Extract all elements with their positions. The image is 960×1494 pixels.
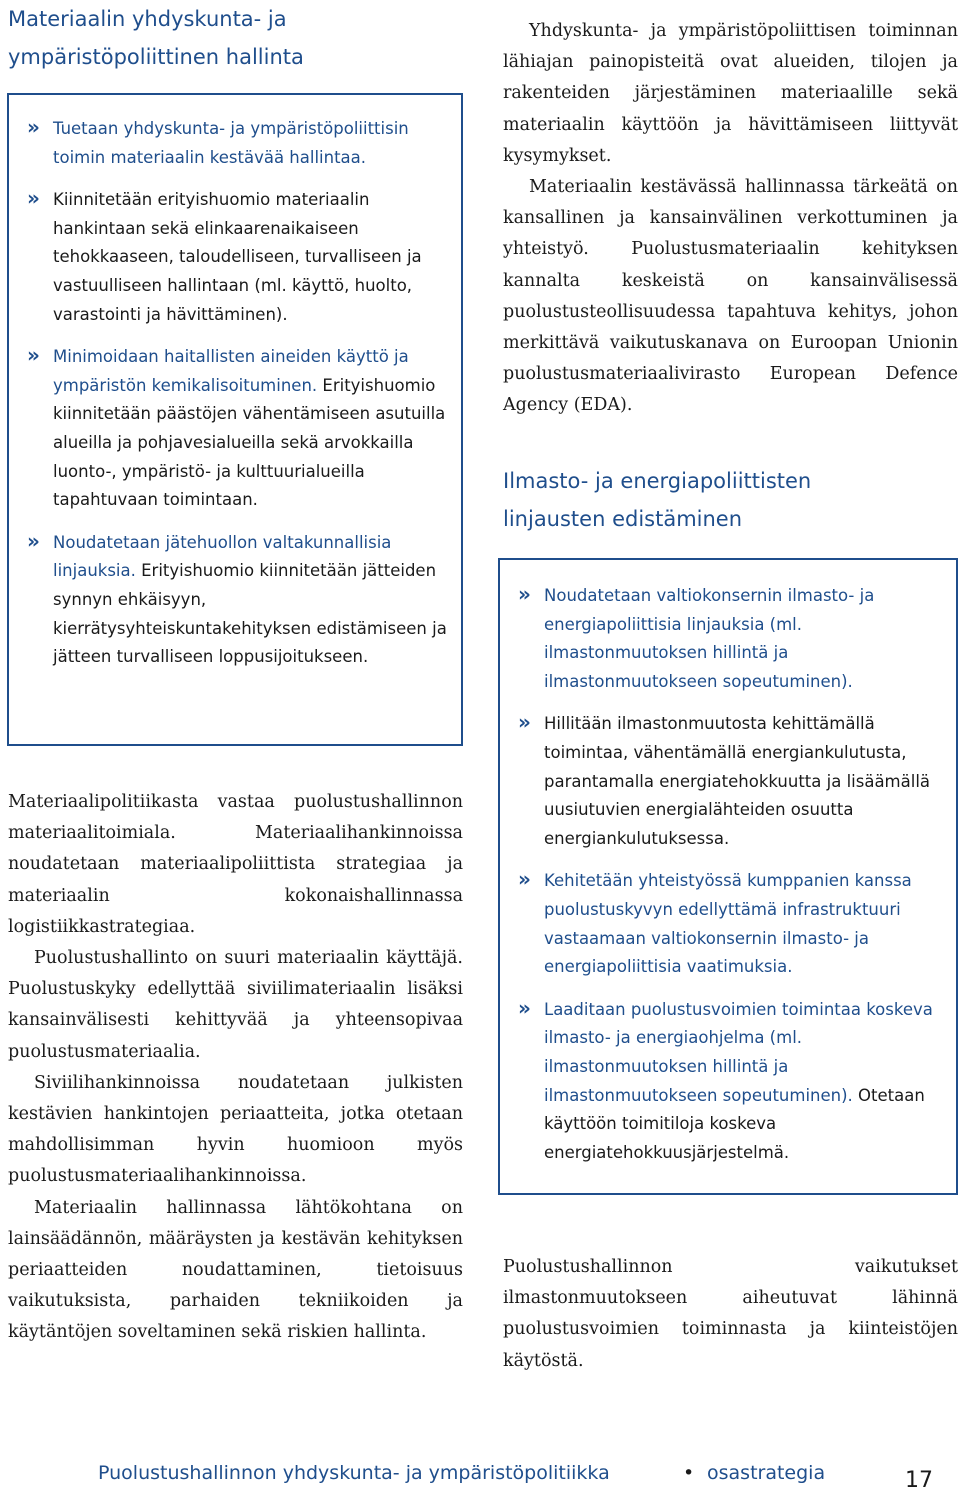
bullet-icon: » bbox=[27, 115, 40, 139]
bullet-icon: » bbox=[518, 867, 531, 892]
right-box-list bbox=[518, 582, 942, 1167]
left-section-heading: Materiaalin yhdyskunta- ja ympäristöpoliittinen hallinta bbox=[8, 7, 304, 69]
list-item: » Kehitetään yhteistyössä kumppanien kanssa puolustuskyvyn edellyttämä infrastruktuuri vastaamaan valtiokonsernin ilmasto- ja energiapoliittisia vaatimuksia. bbox=[518, 867, 912, 977]
paragraph: Yhdyskunta- ja ympäristöpoliittisen toiminnan lähiajan painopisteitä ovat alueiden, tilojen ja rakenteiden järjestäminen materiaalille sekä materiaalin käyttöön ja hävittämiseen liittyvät kysymykset. bbox=[503, 21, 958, 166]
page-number: 17 bbox=[905, 1468, 933, 1493]
bullet-icon: » bbox=[27, 186, 40, 211]
list-item: » Laaditaan puolustusvoimien toimintaa koskeva ilmasto- ja energiaohjelma (ml. ilmastonmuutoksen hillintä ja ilmastonmuutokseen sopeutuminen). Otetaan käyttöön toimitiloja koskeva energiatehokkuusjärjestelmä. bbox=[518, 995, 933, 1162]
bullet-icon: » bbox=[27, 343, 40, 368]
paragraph: Materiaalin kestävässä hallinnassa tärkeätä on kansallinen ja kansainvälinen verkottuminen ja yhteistyö. Puolustusmateriaalin kehityksen kannalta keskeistä on kansainvälisessä puolustusteollisuudessa tapahtuva kehitys, johon merkittävä vaikutuskanava on Euroopan Unionin puolustusmateriaalivirasto European Defence Agency (EDA). bbox=[503, 177, 958, 416]
paragraph: Materiaalipolitiikasta vastaa puolustushallinnon materiaalitoimiala. Materiaalihankinnoissa noudatetaan materiaalipoliittista strategiaa ja materiaalin kokonaishallinnassa logistiikkastrategiaa. bbox=[8, 792, 463, 937]
right-highlight-box bbox=[498, 558, 958, 1195]
paragraph: Puolustushallinto on suuri materiaalin käyttäjä. Puolustuskyky edellyttää siviilimateriaalin lisäksi kansainvälisesti kehittyvää ja yhteensopivaa puolustusmateriaalia. bbox=[8, 948, 463, 1062]
list-item: » Noudatetaan valtiokonsernin ilmasto- ja energiapoliittisia linjauksia (ml. ilmastonmuutoksen hillintä ja ilmastonmuutokseen sopeutuminen). bbox=[518, 582, 875, 691]
paragraph: Materiaalin hallinnassa lähtökohtana on lainsäädännön, määräysten ja kestävän kehityksen periaatteiden noudattaminen, tietoisuus vaikutuksista, parhaiden tekniikoiden ja käytäntöjen soveltaminen sekä riskien hallinta. bbox=[8, 1197, 463, 1343]
bullet-icon: » bbox=[518, 995, 531, 1020]
list-item: » Tuetaan yhdyskunta- ja ympäristöpoliittisin toimin materiaalin kestävää hallintaa. bbox=[27, 115, 409, 167]
paragraph: Puolustushallinnon vaikutukset ilmastonmuutokseen aiheutuvat lähinnä puolustusvoimien toiminnasta ja kiinteistöjen käytöstä. bbox=[503, 1257, 958, 1371]
list-item: » Hillitään ilmastonmuutosta kehittämällä toimintaa, vähentämällä energiankulutusta, parantamalla energiatehokkuutta ja lisäämällä uusiutuvien energialähteiden osuutta energiankulutuksessa. bbox=[518, 710, 931, 848]
left-highlight-box bbox=[7, 93, 463, 746]
page-footer bbox=[0, 1458, 960, 1494]
bullet-icon: » bbox=[27, 528, 40, 553]
bullet-icon: » bbox=[518, 710, 531, 735]
right-section-heading: Ilmasto- ja energiapoliittisten linjausten edistäminen bbox=[503, 469, 812, 531]
bullet-icon: » bbox=[518, 582, 531, 606]
list-item: » Kiinnitetään erityishuomio materiaalin hankintaan sekä elinkaarenaikaiseen tehokkaaseen, taloudelliseen, turvalliseen ja vastuulliseen hallintaan (ml. käyttö, huolto, varastointi ja hävittäminen). bbox=[27, 186, 422, 324]
footer-subtitle: osastrategia bbox=[707, 1462, 826, 1484]
paragraph: Siviilihankinnoissa noudatetaan julkisten kestävien hankintojen periaatteita, jotka otetaan mahdollisimman hyvin huomioon myös puolustusmateriaalihankinnoissa. bbox=[8, 1072, 463, 1187]
list-item: » Noudatetaan jätehuollon valtakunnallisia linjauksia. Erityishuomio kiinnitetään jätteiden synnyn ehkäisyyn, kierrätysyhteiskuntakehityksen edistämiseen ja jätteen turvalliseen loppusijoitukseen. bbox=[27, 528, 447, 667]
right-intro-text bbox=[503, 16, 958, 422]
left-body-text bbox=[8, 787, 463, 1349]
list-item: » Minimoidaan haitallisten aineiden käyttö ja ympäristön kemikalisoituminen. Erityishuomio kiinnitetään päästöjen vähentämiseen asutuilla alueilla ja pohjavesialueilla sekä arvokkailla luonto-, ympäristö- ja kulttuurialueilla tapahtuvaan toimintaan. bbox=[27, 343, 446, 510]
right-closing-text bbox=[503, 1252, 958, 1377]
footer-separator: • bbox=[683, 1462, 695, 1484]
footer-title: Puolustushallinnon yhdyskunta- ja ympäristöpolitiikka bbox=[98, 1462, 610, 1484]
left-box-list bbox=[27, 115, 449, 672]
